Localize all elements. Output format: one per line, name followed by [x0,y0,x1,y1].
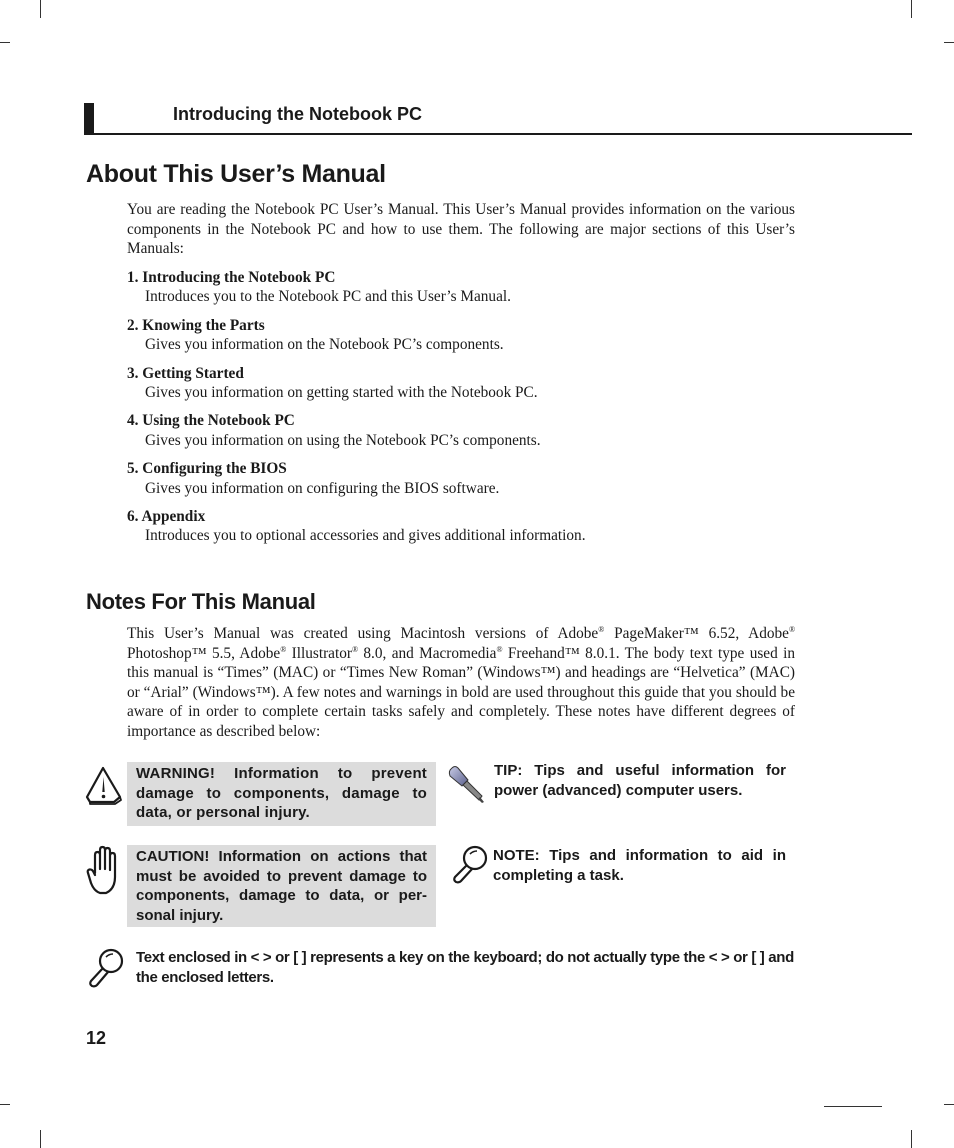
crop-mark [0,1104,10,1105]
about-intro: You are reading the Notebook PC User’s Manual. This User’s Manual provides information on the various components in the Notebook PC and how to use them. The following are major sections of this User’s Manuals: [127,201,795,258]
crop-mark [944,42,954,43]
list-item [127,507,795,546]
list-item [127,411,795,450]
about-title: About This User’s Manual [86,160,386,188]
warning-callout: WARNING! Information to prevent damage to components, damage to data, or personal injury. [127,762,436,826]
manual-sections-list [127,268,795,555]
section-description: Gives you information on using the Notebook PC’s components. [145,431,541,449]
notes-intro: This User’s Manual was created using Macintosh versions of Adobe® PageMaker™ 6.52, Adobe® Photoshop™ 5.5, Adobe® Illustrator® 8.0, and Macromedia® Freehand™ 8.0.1. The body text type used in this manual is “Times” (MAC) or “Times New Roman” (Windows™) and headings are “Helvetica” (MAC) or “Arial” (Windows™). A few notes and warnings in bold are used throughout this guide that you should be aware of in order to complete certain tasks safely and completely. These notes have different degrees of importance as described below: [127,624,796,740]
list-item [127,459,795,498]
warning-triangle-icon [84,764,124,806]
section-heading: 2. Knowing the Parts [127,316,265,334]
running-header: Introducing the Notebook PC [173,104,422,124]
page-number: 12 [86,1028,107,1048]
header-rule [84,133,912,135]
header-accent-bar [84,103,94,134]
caution-callout: CAUTION! Information on actions that must be avoided to prevent damage to components, damage to data, or per-sonal injury. [127,845,436,927]
screwdriver-icon [446,764,488,806]
crop-mark [0,42,10,43]
crop-mark [40,0,41,18]
magnifier-icon [86,946,126,992]
section-description: Introduces you to optional accessories and gives additional information. [145,527,586,545]
section-heading: 1. Introducing the Notebook PC [127,269,336,286]
section-heading: 6. Appendix [127,508,206,526]
section-description: Gives you information on getting started with the Notebook PC. [145,384,538,402]
raised-hand-icon [86,845,124,897]
note-callout: NOTE: Tips and information to aid in completing a task. [493,847,786,884]
footer-rule [824,1106,882,1107]
section-description: Introduces you to the Notebook PC and this User’s Manual. [145,288,511,306]
magnifier-icon [450,844,490,886]
section-heading: 5. Configuring the BIOS [127,460,287,478]
tip-callout: TIP: Tips and useful information for power (advanced) computer users. [494,762,786,799]
crop-mark [40,1130,41,1148]
notes-title: Notes For This Manual [86,589,316,614]
list-item [127,316,795,355]
crop-mark [911,0,912,18]
section-description: Gives you information on the Notebook PC’s components. [145,336,504,354]
section-heading: 4. Using the Notebook PC [127,412,295,430]
key-convention-callout: Text enclosed in < > or [ ] represents a key on the keyboard; do not actually type the < > or [ ] and the enclosed letters. [136,949,794,986]
section-heading: 3. Getting Started [127,364,244,382]
section-description: Gives you information on configuring the BIOS software. [145,479,500,497]
crop-mark [944,1104,954,1105]
list-item [127,364,795,403]
list-item [127,268,795,307]
crop-mark [911,1130,912,1148]
